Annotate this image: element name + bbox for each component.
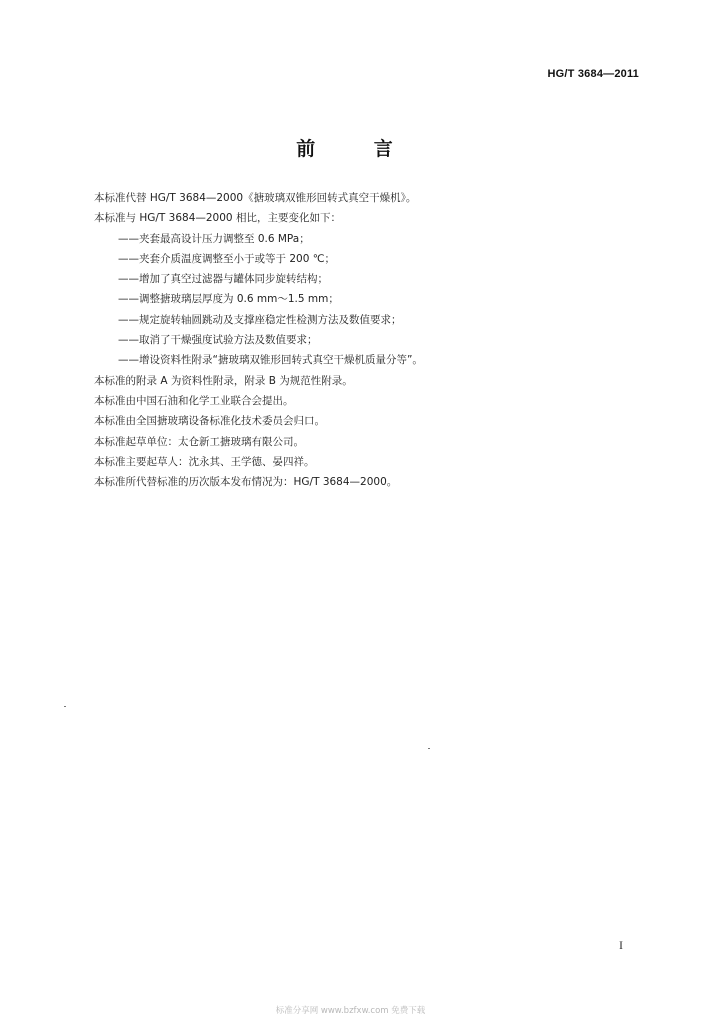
change-item: ——规定旋转轴圆跳动及支撑座稳定性检测方法及数值要求； — [118, 313, 402, 326]
scan-speck — [64, 706, 66, 707]
change-item: ——夹套最高设计压力调整至 0.6 MPa； — [118, 232, 310, 245]
change-item: ——增设资料性附录“搪玻璃双锥形回转式真空干燥机质量分等”。 — [118, 354, 423, 367]
paragraph-changes-intro: 本标准与 HG/T 3684—2000 相比，主要变化如下： — [94, 212, 341, 225]
paragraph-appendix: 本标准的附录 A 为资料性附录，附录 B 为规范性附录。 — [94, 374, 353, 387]
page-number: I — [619, 938, 623, 952]
page-title: 前 言 — [296, 138, 419, 160]
paragraph-proposed-by: 本标准由中国石油和化学工业联合会提出。 — [94, 394, 294, 407]
paragraph-drafters: 本标准主要起草人：沈永其、王学德、晏四祥。 — [94, 455, 315, 468]
paragraph-history: 本标准所代替标准的历次版本发布情况为：HG/T 3684—2000。 — [94, 476, 398, 489]
paragraph-replacement: 本标准代替 HG/T 3684—2000《搪玻璃双锥形回转式真空干燥机》。 — [94, 192, 417, 204]
standard-code: HG/T 3684—2011 — [547, 68, 639, 80]
watermark: 标准分享网 www.bzfxw.com 免费下载 — [275, 1006, 426, 1016]
change-item: ——增加了真空过滤器与罐体同步旋转结构； — [118, 273, 328, 286]
paragraph-drafting-unit: 本标准起草单位：太仓新工搪玻璃有限公司。 — [94, 435, 304, 448]
change-item: ——取消了干燥强度试验方法及数值要求； — [118, 334, 318, 347]
change-item: ——调整搪玻璃层厚度为 0.6 mm～1.5 mm； — [118, 293, 339, 306]
foreword-body — [94, 188, 654, 492]
scan-speck — [428, 748, 430, 749]
change-item: ——夹套介质温度调整至小于或等于 200 ℃； — [118, 252, 336, 265]
paragraph-centralized-by: 本标准由全国搪玻璃设备标准化技术委员会归口。 — [94, 415, 325, 428]
